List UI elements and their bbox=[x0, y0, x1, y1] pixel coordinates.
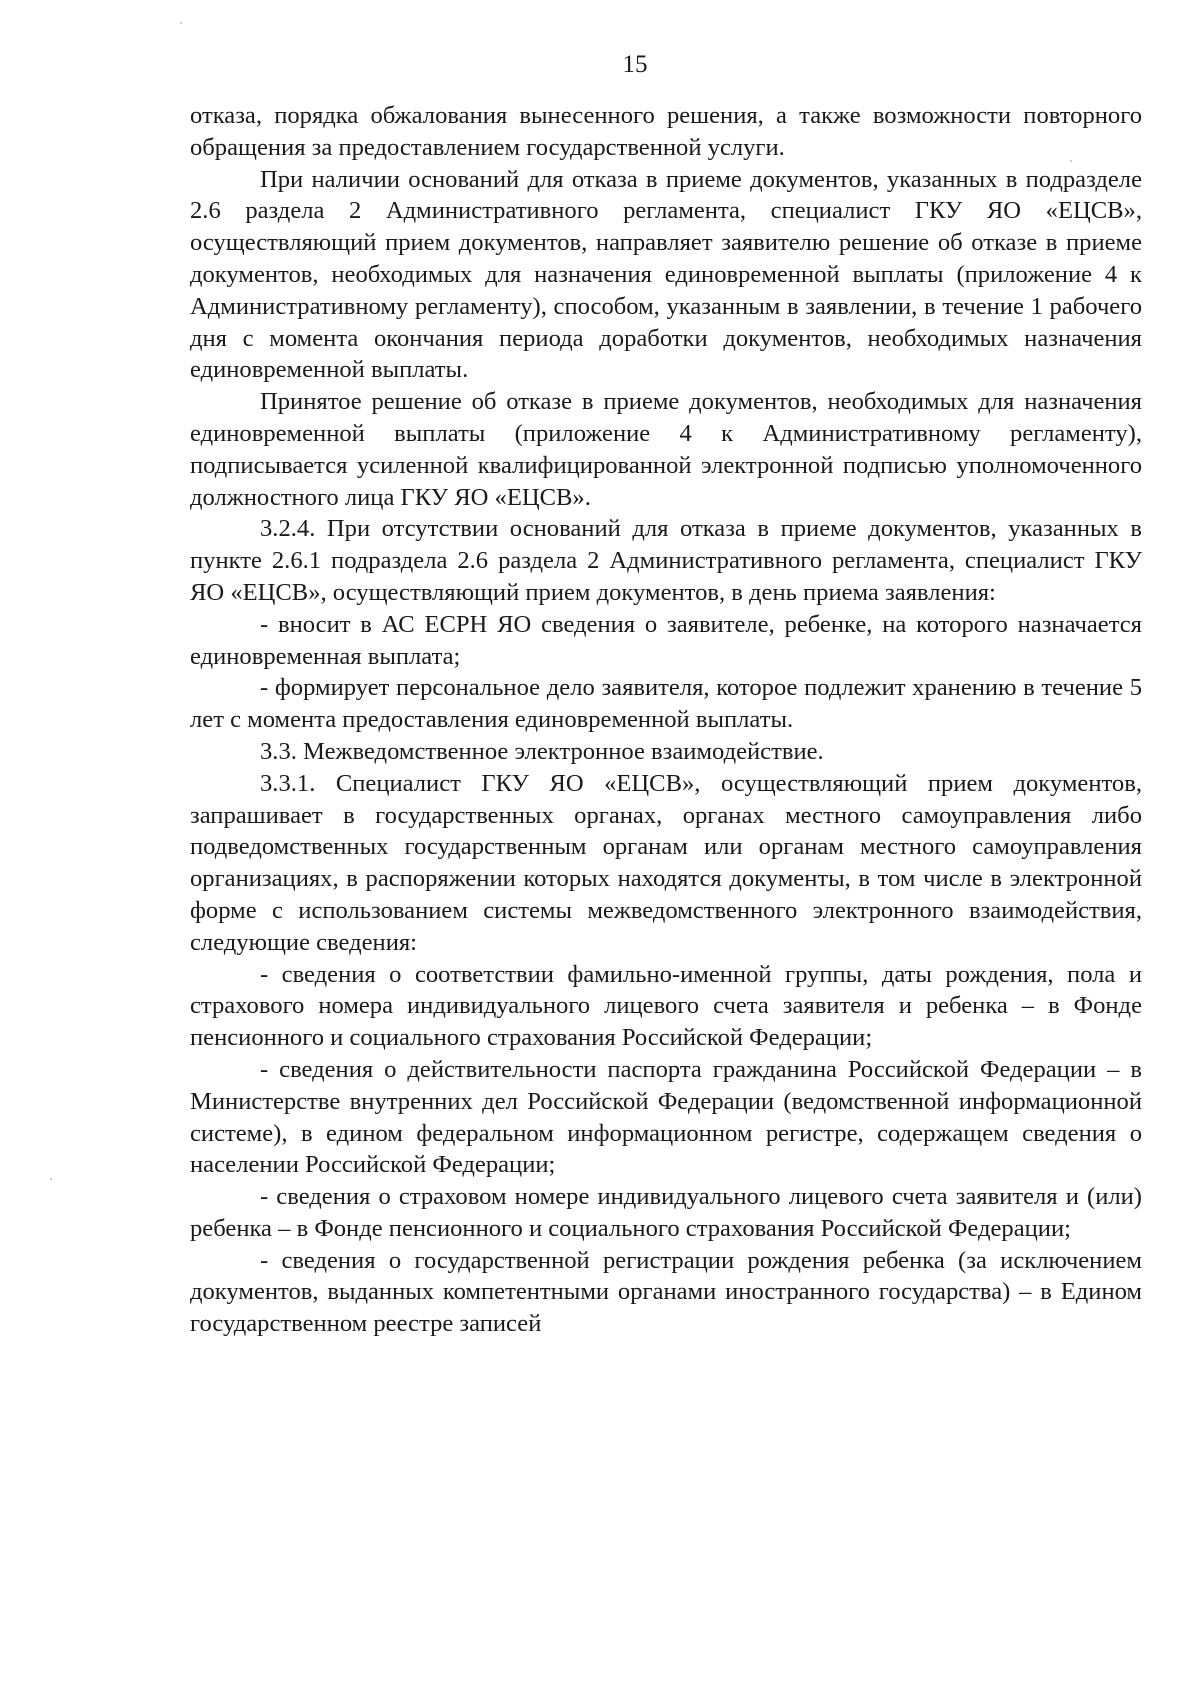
paragraph-3-2-4: 3.2.4. При отсутствии оснований для отказа в приеме документов, указанных в пункте 2.6.1 подраздела 2.6 раздела 2 Административного регламента, специалист ГКУ ЯО «ЕЦСВ», осуществляющий прием документов, в день приема заявления: bbox=[190, 515, 1142, 606]
scan-speck bbox=[1070, 160, 1072, 162]
scan-speck bbox=[50, 1178, 52, 1180]
page-number: 15 bbox=[622, 51, 648, 78]
section-heading-3-3: 3.3. Межведомственное электронное взаимодействие. bbox=[260, 737, 824, 765]
paragraph-refusal-grounds: При наличии оснований для отказа в приеме документов, указанных в подразделе 2.6 раздела 2 Административного регламента, специалист ГКУ ЯО «ЕЦСВ», осуществляющий прием документов, направляет заявителю решение об отказе в приеме документов, необходимых для назначения единовременной выплаты (приложение 4 к Административному регламенту), способом, указанным в заявлении, в течение 1 рабочего дня с момента окончания периода доработки документов, необходимых назначения единовременной выплаты. bbox=[190, 165, 1142, 384]
paragraph-3-3-1: 3.3.1. Специалист ГКУ ЯО «ЕЦСВ», осуществляющий прием документов, запрашивает в государственных органах, органах местного самоуправления либо подведомственных государственным органам или органам местного самоуправления организациях, в распоряжении которых находятся документы, в том числе в электронной форме с использованием системы межведомственного электронного взаимодействия, следующие сведения: bbox=[190, 769, 1142, 956]
list-item-snils: - сведения о страховом номере индивидуального лицевого счета заявителя и (или) ребенка – в Фонде пенсионного и социального страхования Российской Федерации; bbox=[190, 1183, 1142, 1242]
list-item-passport-validity: - сведения о действительности паспорта гражданина Российской Федерации – в Министерстве внутренних дел Российской Федерации (ведомственной информационной системе), в едином федеральном информационном регистре, содержащем сведения о населении Российской Федерации; bbox=[190, 1055, 1142, 1179]
list-item-birth-registration: - сведения о государственной регистрации рождения ребенка (за исключением документов, выданных компетентными органами иностранного государства) – в Едином государственном реестре записей bbox=[190, 1246, 1142, 1338]
list-item-enter-asesrn: - вносит в АС ЕСРН ЯО сведения о заявителе, ребенке, на которого назначается единовременная выплата; bbox=[190, 610, 1142, 670]
paragraph-refusal-appeal-continuation: отказа, порядка обжалования вынесенного решения, а также возможности повторного обращения за предоставлением государственной услуги. bbox=[190, 102, 1142, 161]
paragraph-refusal-signature: Принятое решение об отказе в приеме документов, необходимых для назначения единовременной выплаты (приложение 4 к Административному регламенту), подписывается усиленной квалифицированной электронной подписью уполномоченного должностного лица ГКУ ЯО «ЕЦСВ». bbox=[190, 388, 1142, 511]
document-body bbox=[190, 100, 1142, 1340]
list-item-personal-file: - формирует персональное дело заявителя, которое подлежит хранению в течение 5 лет с момента предоставления единовременной выплаты. bbox=[190, 674, 1142, 734]
scan-speck bbox=[180, 22, 182, 24]
list-item-fio-verification: - сведения о соответствии фамильно-именной группы, даты рождения, пола и страхового номера индивидуального лицевого счета заявителя и ребенка – в Фонде пенсионного и социального страхования Российской Федерации; bbox=[190, 960, 1142, 1052]
